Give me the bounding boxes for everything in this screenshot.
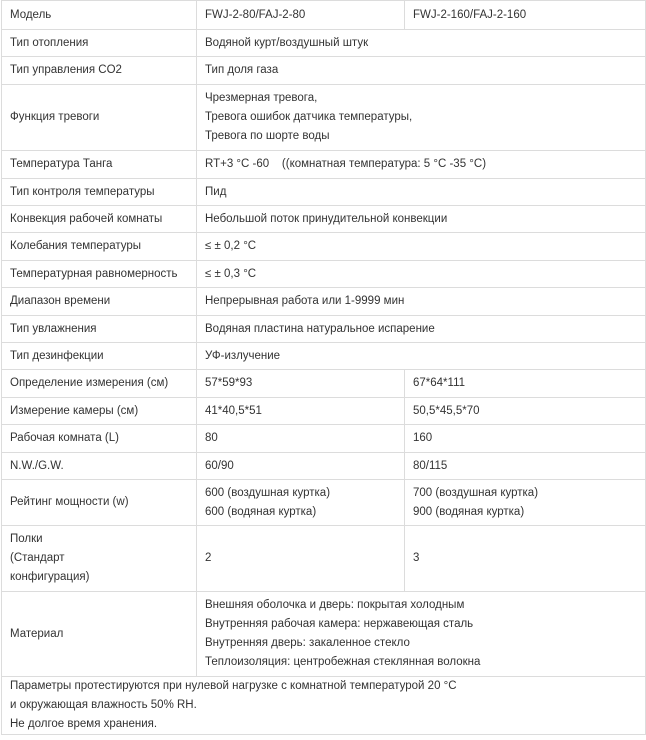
table-row: [2, 370, 646, 398]
table-row: [2, 526, 646, 592]
row-label: Тип отопления: [2, 30, 197, 57]
row-label: Тип дезинфекции: [2, 343, 197, 370]
table-row: [2, 480, 646, 526]
row-value-2: 160: [405, 425, 646, 453]
row-value: Тип доля газа: [197, 57, 646, 85]
row-value-2: 50,5*45,5*70: [405, 398, 646, 425]
row-label: Материал: [2, 592, 197, 677]
value-line: 900 (водяная куртка): [413, 505, 525, 518]
table-row: [2, 425, 646, 453]
table-row: [2, 453, 646, 480]
row-value-2: 3: [405, 526, 646, 592]
table-row-model: [2, 1, 646, 30]
footnote-line: и окружающая влажность 50% RH.: [10, 699, 197, 711]
value-line: Чрезмерная тревога,: [205, 92, 318, 104]
row-value: Пид: [197, 179, 646, 206]
row-label: Конвекция рабочей комнаты: [2, 206, 197, 233]
row-label: Температура Танга: [2, 151, 197, 179]
row-value-1: 2: [197, 526, 405, 592]
row-value-1: [197, 480, 405, 526]
row-value-1: 80: [197, 425, 405, 453]
row-value: Непрерывная работа или 1-9999 мин: [197, 288, 646, 316]
value-line: Внутренняя рабочая камера: нержавеющая сталь: [205, 618, 474, 630]
row-label: Рабочая комната (L): [2, 425, 197, 453]
row-value-2: [405, 480, 646, 526]
row-value-1: 41*40,5*51: [197, 398, 405, 425]
table-row: [2, 288, 646, 316]
row-label: Модель: [2, 1, 197, 30]
footnote-line: Не долгое время хранения.: [10, 718, 158, 730]
table-row: [2, 316, 646, 343]
value-line: 600 (водяная куртка): [205, 505, 317, 518]
row-value-2: 80/115: [405, 453, 646, 480]
spec-table: [1, 0, 646, 735]
table-row: [2, 85, 646, 151]
table-row-note: [2, 677, 646, 735]
row-value: [197, 592, 646, 677]
table-row: [2, 592, 646, 677]
value-line: Внутренняя дверь: закаленное стекло: [205, 637, 410, 649]
row-label: Функция тревоги: [2, 85, 197, 151]
label-line: (Стандарт: [10, 552, 65, 564]
value-line: Тревога ошибок датчика температуры,: [205, 111, 413, 123]
table-row: [2, 151, 646, 179]
row-label: Тип увлажнения: [2, 316, 197, 343]
table-row: [2, 179, 646, 206]
value-line: 600 (воздушная куртка): [205, 486, 331, 499]
row-value: Водяная пластина натуральное испарение: [197, 316, 646, 343]
table-row: [2, 261, 646, 288]
row-value: Небольшой поток принудительной конвекции: [197, 206, 646, 233]
row-label: Измерение камеры (см): [2, 398, 197, 425]
row-value-1: 60/90: [197, 453, 405, 480]
value-line: Теплоизоляция: центробежная стеклянная волокна: [205, 656, 481, 668]
label-line: конфигурация): [10, 571, 90, 583]
label-line: Полки: [10, 533, 43, 545]
row-value: RT+3 °C -60 ((комнатная температура: 5 °C -35 °C): [197, 151, 646, 179]
row-value-1: 57*59*93: [197, 370, 405, 398]
row-value: ≤ ± 0,3 °C: [197, 261, 646, 288]
row-label: Определение измерения (см): [2, 370, 197, 398]
value-line: Тревога по шорте воды: [205, 130, 330, 142]
table-row: [2, 30, 646, 57]
row-label: N.W./G.W.: [2, 453, 197, 480]
row-value: Водяной курт/воздушный штук: [197, 30, 646, 57]
row-label: Диапазон времени: [2, 288, 197, 316]
table-row: [2, 57, 646, 85]
row-value: ≤ ± 0,2 °C: [197, 233, 646, 261]
row-value: УФ-излучение: [197, 343, 646, 370]
footnote-line: Параметры протестируются при нулевой нагрузке с комнатной температурой 20 °C: [10, 680, 457, 692]
value-line: Внешняя оболочка и дверь: покрытая холодным: [205, 599, 465, 611]
model-cell-2: FWJ-2-160/FAJ-2-160: [405, 1, 646, 30]
row-label: Температурная равномерность: [2, 261, 197, 288]
footnote-cell: [2, 677, 646, 735]
row-label: Тип управления CO2: [2, 57, 197, 85]
row-value: [197, 85, 646, 151]
row-label: Тип контроля температуры: [2, 179, 197, 206]
table-row: [2, 398, 646, 425]
model-cell-1: FWJ-2-80/FAJ-2-80: [197, 1, 405, 30]
table-row: [2, 343, 646, 370]
table-row: [2, 206, 646, 233]
row-label: [2, 526, 197, 592]
row-label: Колебания температуры: [2, 233, 197, 261]
table-row: [2, 233, 646, 261]
row-value-2: 67*64*111: [405, 370, 646, 398]
row-label: Рейтинг мощности (w): [2, 480, 197, 526]
value-line: 700 (воздушная куртка): [413, 486, 539, 499]
